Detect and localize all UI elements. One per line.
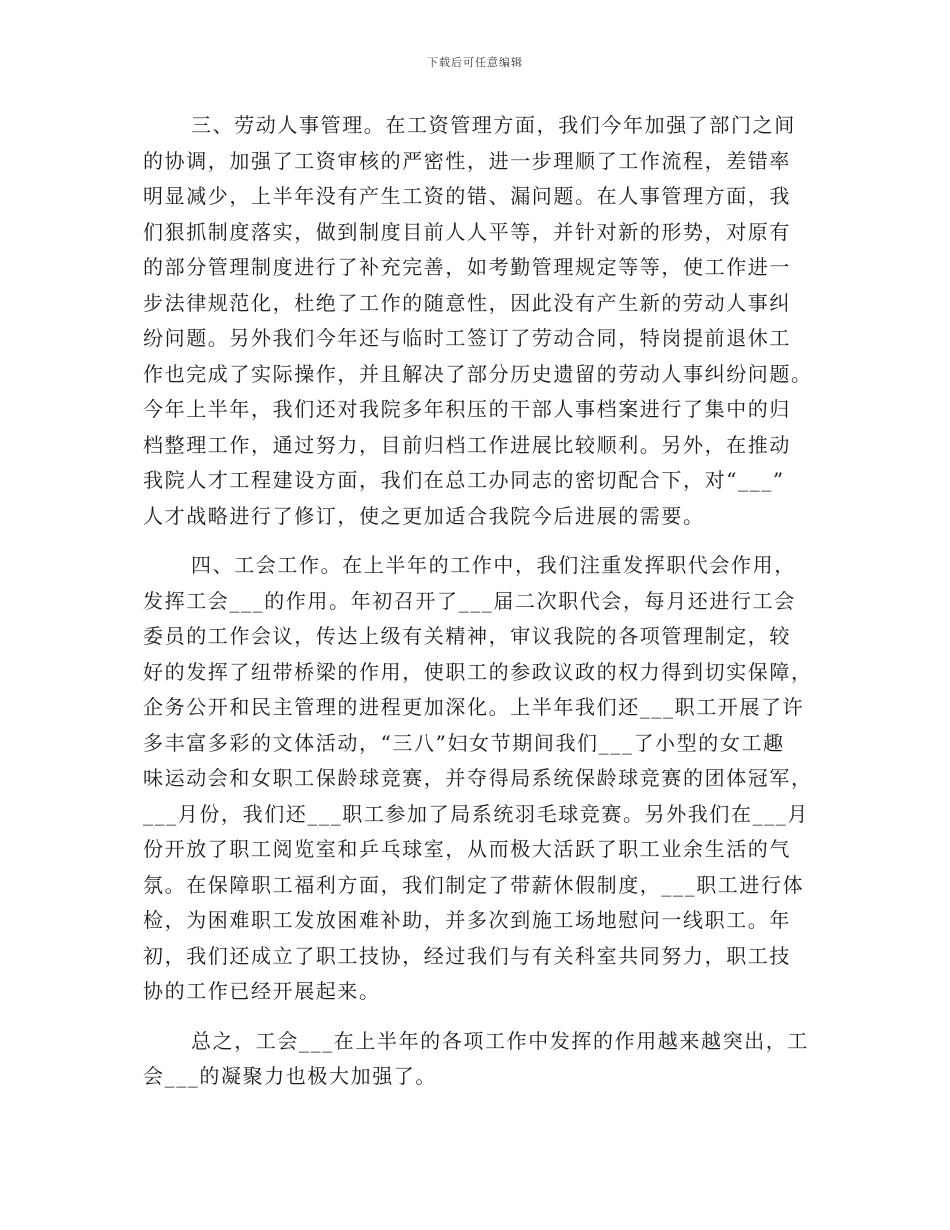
- text-line: 纷问题。另外我们今年还与临时工签订了劳动合同，特岗提前退休工: [143, 326, 791, 350]
- text-line: 步法律规范化，杜绝了工作的随意性，因此没有产生新的劳动人事纠: [143, 290, 791, 315]
- paragraph-labor-personnel: [143, 108, 813, 534]
- text-line: 味运动会和女职工保龄球竞赛，并夺得局系统保龄球竞赛的团体冠军，: [143, 766, 813, 790]
- paragraph-summary: [143, 1024, 813, 1095]
- text-line: 明显减少，上半年没有产生工资的错、漏问题。在人事管理方面，我: [143, 184, 791, 208]
- text-line: 人才战略进行了修订，使之更加适合我院今后进展的需要。: [143, 503, 705, 528]
- text-line: 档整理工作，通过努力，目前归档工作进展比较顺利。另外，在推动: [143, 432, 791, 457]
- text-line: 的协调，加强了工资审核的严密性，进一步理顺了工作流程，差错率: [143, 148, 791, 173]
- text-line: 企务公开和民主管理的进程更加深化。上半年我们还___职工开展了许: [143, 695, 805, 719]
- text-line: 的部分管理制度进行了补充完善，如考勤管理规定等等，使工作进一: [143, 255, 791, 279]
- text-line: 好的发挥了纽带桥梁的作用，使职工的参政议政的权力得到切实保障，: [143, 659, 813, 684]
- text-line: 四、工会工作。在上半年的工作中，我们注重发挥职代会作用，: [191, 553, 796, 577]
- text-line: 总之，工会___在上半年的各项工作中发挥的作用越来越突出，工: [191, 1028, 809, 1053]
- text-line: 们狠抓制度落实，做到制度目前人人平等，并针对新的形势，对原有: [143, 219, 791, 244]
- text-line: 作也完成了实际操作，并且解决了部分历史遗留的劳动人事纠纷问题。: [143, 361, 813, 386]
- text-line: 初，我们还成立了职工技协，经过我们与有关科室共同努力，职工技: [143, 943, 791, 968]
- text-line: 我院人才工程建设方面，我们在总工办同志的密切配合下，对“___”: [143, 468, 785, 492]
- text-line: 多丰富多彩的文体活动，“三八”妇女节期间我们___了小型的女工趣: [143, 730, 785, 755]
- text-line: ___月份，我们还___职工参加了局系统羽毛球竞赛。另外我们在___月: [143, 801, 809, 826]
- text-line: 会___的凝聚力也极大加强了。: [143, 1064, 437, 1088]
- text-line: 委员的工作会议，传达上级有关精神，审议我院的各项管理制定，较: [143, 624, 791, 648]
- text-line: 今年上半年，我们还对我院多年积压的干部人事档案进行了集中的归: [143, 397, 791, 421]
- text-line: 发挥工会___的作用。年初召开了___届二次职代会，每月还进行工会: [143, 588, 796, 613]
- text-line: 三、劳动人事管理。在工资管理方面，我们今年加强了部门之间: [191, 113, 796, 137]
- text-line: 氛。在保障职工福利方面，我们制定了带薪休假制度，___职工进行体: [143, 872, 805, 897]
- page-header: 下载后可任意编辑: [427, 56, 523, 69]
- text-line: 检，为困难职工发放困难补助，并多次到施工场地慰问一线职工。年: [143, 908, 791, 932]
- text-line: 份开放了职工阅览室和乒乓球室，从而极大活跃了职工业余生活的气: [143, 837, 791, 861]
- text-line: 协的工作已经开展起来。: [143, 979, 381, 1003]
- document-body: [143, 108, 813, 1109]
- paragraph-trade-union: [143, 548, 813, 1010]
